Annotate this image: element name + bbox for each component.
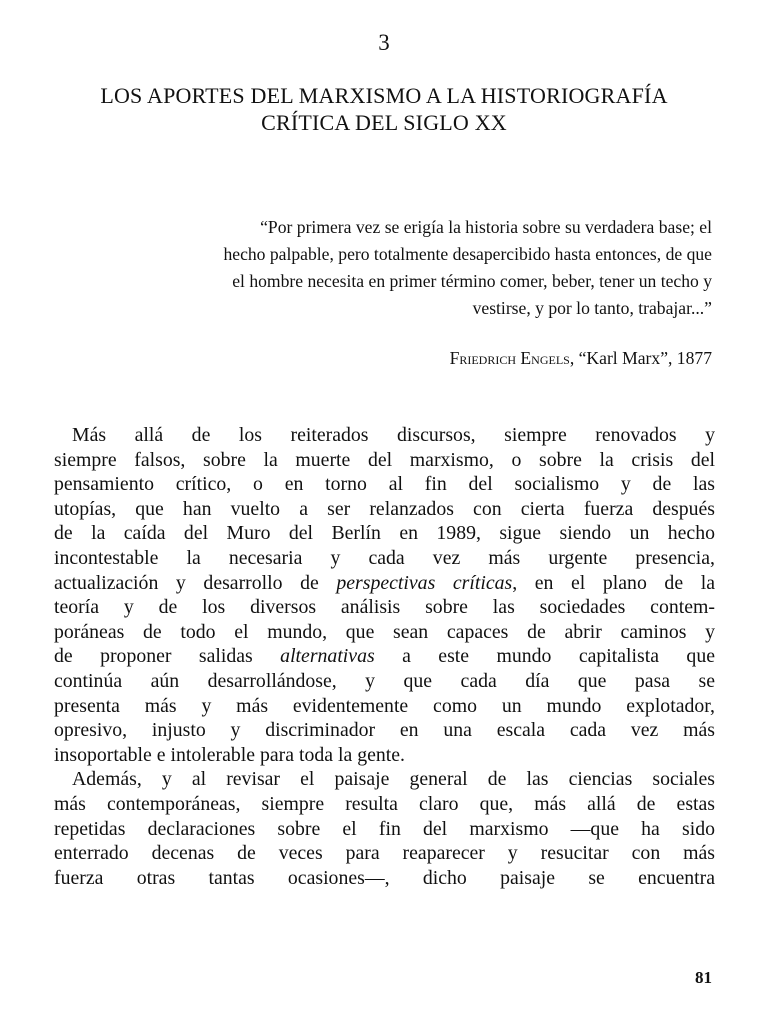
chapter-title-line: LOS APORTES DEL MARXISMO A LA HISTORIOGRAFÍA: [100, 83, 668, 108]
paragraph-line: [54, 644, 715, 669]
paragraph-line: pensamiento crítico, o en torno al fin del socialismo y de las: [54, 473, 715, 496]
paragraph-line: continúa aún desarrollándose, y que cada día que pasa se: [54, 669, 715, 692]
paragraph-line: siempre falsos, sobre la muerte del marxismo, o sobre la crisis del: [54, 448, 715, 471]
chapter-number: 3: [378, 30, 390, 55]
page-number: 81: [695, 968, 712, 987]
text-run: de proponer salidas: [54, 645, 281, 668]
paragraph-line: opresivo, injusto y discriminador en una escala cada vez más: [54, 719, 715, 742]
epigraph-author: Friedrich Engels: [449, 348, 570, 368]
epigraph-line: hecho palpable, pero totalmente desapercibido hasta entonces, de que: [223, 244, 712, 264]
paragraph-line: utopías, que han vuelto a ser relanzados con cierta fuerza después: [54, 497, 715, 520]
italic-phrase: perspectivas críticas: [336, 571, 513, 594]
paragraph-line: presenta más y más evidentemente como un mundo explotador,: [54, 694, 715, 717]
paragraph-line: insoportable e intolerable para toda la gente.: [54, 743, 405, 766]
paragraph-line: poráneas de todo el mundo, que sean capaces de abrir caminos y: [54, 620, 715, 643]
epigraph-line: “Por primera vez se erigía la historia sobre su verdadera base; el: [260, 217, 712, 237]
paragraph-line: Además, y al revisar el paisaje general de las ciencias sociales: [72, 768, 715, 791]
text-run: actualización y desarrollo de: [54, 571, 337, 594]
epigraph-quote: [66, 214, 712, 322]
paragraph-line: enterrado decenas de veces para reaparecer y resucitar con más: [54, 842, 715, 865]
epigraph-line: el hombre necesita en primer término comer, beber, tener un techo y: [232, 271, 712, 291]
paragraph-line: incontestable la necesaria y cada vez más urgente presencia,: [54, 546, 715, 569]
paragraph-line: Más allá de los reiterados discursos, siempre renovados y: [72, 424, 715, 446]
epigraph-attribution: [300, 346, 712, 370]
epigraph-line: vestirse, y por lo tanto, trabajar...”: [472, 298, 712, 318]
paragraph-line: repetidas declaraciones sobre el fin del marxismo —que ha sido: [54, 817, 715, 840]
italic-phrase: alternativas: [280, 645, 375, 668]
body-text: [54, 423, 715, 890]
paragraph-line: de la caída del Muro del Berlín en 1989, sigue siendo un hecho: [54, 522, 715, 545]
text-run: , en el plano de la: [512, 571, 715, 594]
paragraph-line: fuerza otras tantas ocasiones—, dicho paisaje se encuentra: [54, 866, 715, 889]
chapter-title-line: CRÍTICA DEL SIGLO XX: [261, 110, 507, 135]
text-run: a este mundo capitalista que: [374, 645, 715, 668]
chapter-title: [40, 82, 728, 136]
paragraph-line: [54, 571, 715, 596]
paragraph-line: más contemporáneas, siempre resulta claro que, más allá de estas: [54, 792, 715, 815]
epigraph-source: , “Karl Marx”, 1877: [569, 348, 712, 368]
paragraph-line: teoría y de los diversos análisis sobre las sociedades contem-: [54, 596, 715, 619]
